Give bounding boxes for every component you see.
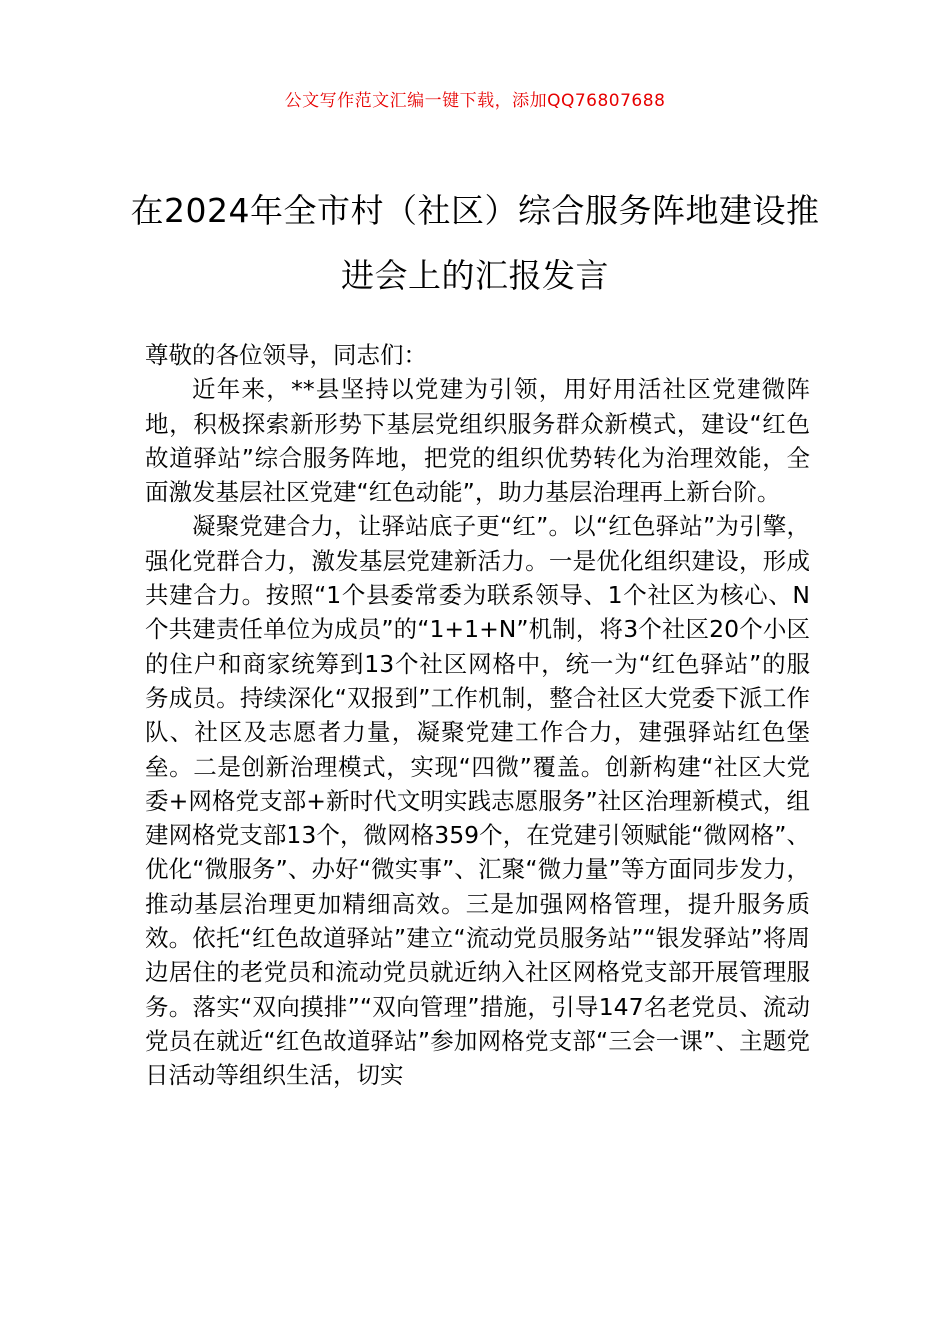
document-body (145, 338, 810, 1093)
header-download-note: 公文写作范文汇编一键下载，添加QQ76807688 (284, 91, 666, 111)
paragraph-party-building: 凝聚党建合力，让驿站底子更“红”。以“红色驿站”为引擎，强化党群合力，激发基层党建新活力。一是优化组织建设，形成共建合力。按照“1个县委常委为联系领导、1个社区为核心、N个共建责任单位为成员”的“1+1+N”机制，将3个社区20个小区的住户和商家统筹到13个社区网格中，统一为“红色驿站”的服务成员。持续深化“双报到”工作机制，整合社区大党委下派工作队、社区及志愿者力量，凝聚党建工作合力，建强驿站红色堡垒。二是创新治理模式，实现“四微”覆盖。创新构建“社区大党委+网格党支部+新时代文明实践志愿服务”社区治理新模式，组建网格党支部13个，微网格359个，在党建引领赋能“微网格”、优化“微服务”、办好“微实事”、汇聚“微力量”等方面同步发力，推动基层治理更加精细高效。三是加强网格管理，提升服务质效。依托“红色故道驿站”建立“流动党员服务站”“银发驿站”将周边居住的老党员和流动党员就近纳入社区网格党支部开展管理服务。落实“双向摸排”“双向管理”措施，引导147名老党员、流动党员在就近“红色故道驿站”参加网格党支部“三会一课”、主题党日活动等组织生活，切实 (145, 512, 810, 1090)
paragraph-intro: 近年来，**县坚持以党建为引领，用好用活社区党建微阵地，积极探索新形势下基层党组织服务群众新模式，建设“红色故道驿站”综合服务阵地，把党的组织优势转化为治理效能，全面激发基层社区党建“红色动能”，助力基层治理再上新台阶。 (145, 375, 810, 507)
document-title: 在2024年全市村（社区）综合服务阵地建设推进会上的汇报发言 (130, 191, 820, 295)
salutation: 尊敬的各位领导，同志们： (145, 341, 427, 369)
